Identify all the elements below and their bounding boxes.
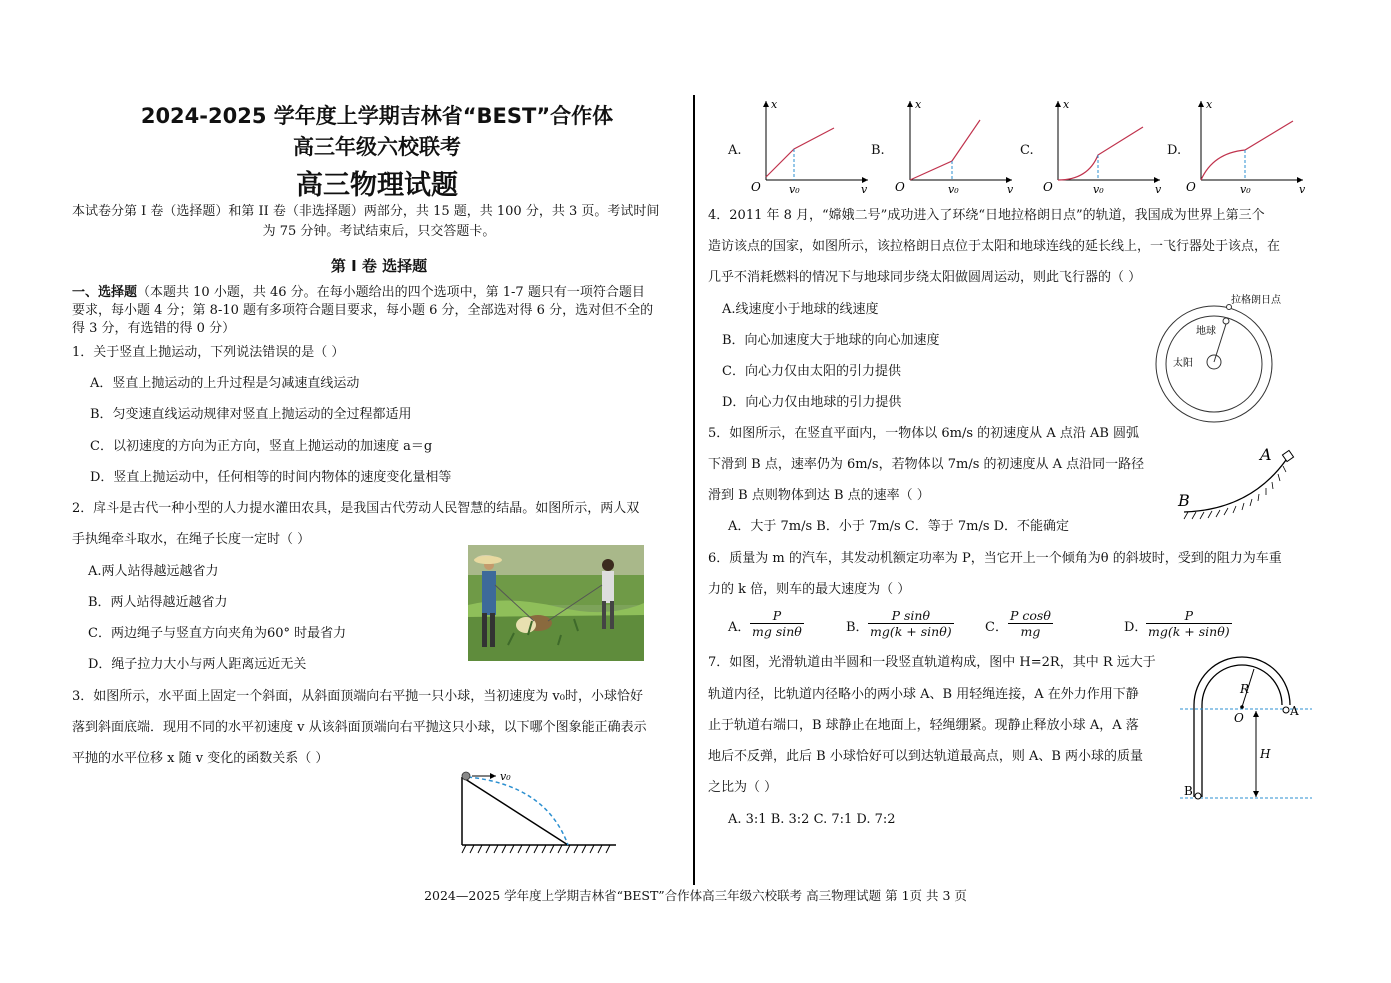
section-title: 第 I 卷 选择题 [330,257,428,275]
q5-options: A．大于 7m/s B．小于 7m/s C．等于 7m/s D．不能确定 [728,519,1070,534]
q7-stem-line4: 地后不反弹，此后 B 小球恰好可以到达轨道最高点，则 A、B 两小球的质量 [708,749,1144,764]
graph-c [1040,95,1165,197]
q6-option-b-fraction [868,608,954,639]
graph-a-label: A. [728,143,742,158]
q7-stem-line5: 之比为（ ） [708,780,778,795]
q7-height-label: H [1260,747,1271,761]
q6-option-b-den: mg(k + sinθ) [870,624,952,639]
q6-option-a-label: A． [728,620,751,635]
q4-earth-label: 地球 [1196,326,1216,337]
q3-incline-figure [456,765,636,860]
graph-b-label: B. [871,143,885,158]
q6-stem-line1: 6．质量为 m 的汽车，其发动机额定功率为 P，当它开上一个倾角为θ 的斜坡时，受到的阻力为车重 [708,551,1282,566]
q6-option-c-num: P cosθ [1010,608,1051,623]
q2-option-d: D．绳子拉力大小与两人距离远近无关 [88,657,307,672]
graph-d-x-label: v [1299,183,1306,196]
q7-stem-line1: 7．如图，光滑轨道由半圆和一段竖直轨道构成，图中 H=2R，其中 R 远大于 [708,655,1156,670]
graph-a-tick: v₀ [789,183,800,196]
q6-stem-line2: 力的 k 倍，则车的最大速度为（ ） [708,582,911,597]
q4-stem-line2: 造访该点的国家，如图所示，该拉格朗日点位于太阳和地球连线的延长线上，一飞行器处于该点，在 [708,239,1281,254]
graph-b-tick: v₀ [948,183,959,196]
q5-stem-line3: 滑到 B 点则物体到达 B 点的速率（ ） [708,488,930,503]
graph-d-tick: v₀ [1240,183,1251,196]
q4-sun-label: 太阳 [1173,358,1193,369]
graph-b-x-label: v [1007,183,1014,196]
graph-c-y-label: x [1063,98,1070,111]
exam-title-subject: 高三物理试题 [296,170,458,201]
part1-heading-bold: 一、选择题 [72,285,138,300]
q3-stem-line2: 落到斜面底端．现用不同的水平初速度 v 从该斜面顶端向右平抛这只小球，以下哪个图象能正确表示 [72,720,647,735]
q7-center-label: O [1234,711,1244,725]
graph-d-origin: O [1186,180,1196,194]
q3-stem-line1: 3．如图所示，水平面上固定一个斜面，从斜面顶端向右平抛一只小球，当初速度为 v₀时，小球恰好 [72,689,643,704]
q5-stem-line1: 5．如图所示，在竖直平面内，一物体以 6m/s 的初速度从 A 点沿 AB 圆弧 [708,426,1140,441]
graph-a-y-label: x [771,98,778,111]
graph-c-tick: v₀ [1093,183,1104,196]
q7-ball-b-label: B [1184,784,1193,798]
q4-lagrange-label: 拉格朗日点 [1231,295,1281,306]
q1-option-b: B．匀变速直线运动规律对竖直上抛运动的全过程都适用 [90,407,412,422]
q6-option-d-den: mg(k + sinθ) [1148,624,1230,639]
part1-heading-line3: 得 3 分，有选错的得 0 分） [72,321,236,336]
graph-d-y-label: x [1206,98,1213,111]
q6-option-c-label: C． [985,620,1008,635]
q1-option-a: A．竖直上抛运动的上升过程是匀减速直线运动 [90,376,360,391]
graph-c-origin: O [1043,180,1053,194]
q6-option-b-label: B． [846,620,869,635]
q6-option-a-den: mg sinθ [752,624,802,639]
q2-option-b: B．两人站得越近越省力 [88,595,228,610]
q7-stem-line2: 轨道内径，比轨道内径略小的两小球 A、B 用轻绳连接，A 在外力作用下静 [708,687,1139,702]
q6-option-a-fraction [750,608,804,639]
q4-orbit-figure [1150,288,1290,428]
q4-option-a: A.线速度小于地球的线速度 [722,302,879,317]
q7-radius-label: R [1240,682,1250,696]
q6-option-c-fraction [1008,608,1053,639]
part1-heading [72,285,645,301]
q3-stem-line3: 平抛的水平位移 x 随 v 变化的函数关系（ ） [72,751,329,766]
graph-a [748,95,873,197]
part1-heading-text: （本题共 10 小题，共 46 分。在每小题给出的四个选项中，第 1-7 题只有一项符合题目 [137,285,645,300]
q4-stem-line1: 4．2011 年 8 月，“嫦娥二号”成功进入了环绕“日地拉格朗日点”的轨道，我国成为世界上第三个 [708,208,1265,223]
graph-a-x-label: v [861,183,868,196]
q6-option-d-label: D． [1124,620,1148,635]
q5-stem-line2: 下滑到 B 点，速率仍为 6m/s，若物体以 7m/s 的初速度从 A 点沿同一路径 [708,457,1145,472]
q7-ball-a-label: A [1290,704,1299,718]
q4-stem-line3: 几乎不消耗燃料的情况下与地球同步绕太阳做圆周运动，则此飞行器的（ ） [708,270,1142,285]
part1-heading-line2: 要求，每小题 4 分；第 8-10 题有多项符合题目要求，每小题 6 分，全部选对得 6 分，选对但不全的 [72,303,654,318]
intro-line1: 本试卷分第 I 卷（选择题）和第 II 卷（非选择题）两部分，共 15 题，共 100 分，共 3 页。考试时间 [72,204,660,219]
q4-option-b: B．向心加速度大于地球的向心加速度 [722,333,940,348]
graph-b-y-label: x [915,98,922,111]
q2-stem-line2: 手执绳牵斗取水，在绳子长度一定时（ ） [72,532,311,547]
q2-stem-line1: 2．戽斗是古代一种小型的人力提水灌田农具，是我国古代劳动人民智慧的结晶。如图所示，两人双 [72,501,640,516]
q5-point-b: B [1178,491,1190,510]
exam-title-line2: 高三年级六校联考 [293,135,461,159]
q1-option-c: C．以初速度的方向为正方向，竖直上抛运动的加速度 a＝g [90,439,433,454]
q7-track-figure [1180,655,1320,805]
q7-stem-line3: 止于轨道右端口，B 球静止在地面上，轻绳绷紧。现静止释放小球 A，A 落 [708,718,1139,733]
q4-option-c: C．向心力仅由太阳的引力提供 [722,364,901,379]
graph-d [1183,95,1308,197]
graph-a-origin: O [751,180,761,194]
q6-option-b-num: P sinθ [868,608,954,624]
page-footer: 2024—2025 学年度上学期吉林省“BEST”合作体高三年级六校联考 高三物理试题 第 1页 共 3 页 [424,888,967,903]
exam-title-line1: 2024-2025 学年度上学期吉林省“BEST”合作体 [140,104,614,128]
q3-v0-label: v₀ [500,770,511,783]
q7-options: A. 3:1 B. 3:2 C. 7:1 D. 7:2 [728,812,896,827]
q4-option-d: D．向心力仅由地球的引力提供 [722,395,902,410]
intro-line2: 为 75 分钟。考试结束后，只交答题卡。 [262,224,496,239]
q2-option-c: C．两边绳子与竖直方向夹角为60° 时最省力 [88,626,347,641]
q1-stem: 1．关于竖直上抛运动，下列说法错误的是（ ） [72,345,345,360]
q2-option-a: A.两人站得越远越省力 [88,564,219,579]
q6-option-d-num: P [1146,608,1232,624]
q5-point-a: A [1260,445,1272,464]
q6-option-d-fraction [1146,608,1232,639]
q6-option-c-den: mg [1020,624,1041,639]
q6-option-a-num: P [750,608,804,624]
q2-photo [468,545,644,661]
graph-b [892,95,1017,197]
q1-option-d: D．竖直上抛运动中，任何相等的时间内物体的速度变化量相等 [90,470,452,485]
graph-d-label: D. [1167,143,1182,158]
q5-arc-figure [1170,440,1305,525]
column-divider [693,95,695,885]
graph-b-origin: O [895,180,905,194]
graph-c-label: C. [1020,143,1034,158]
graph-c-x-label: v [1155,183,1162,196]
